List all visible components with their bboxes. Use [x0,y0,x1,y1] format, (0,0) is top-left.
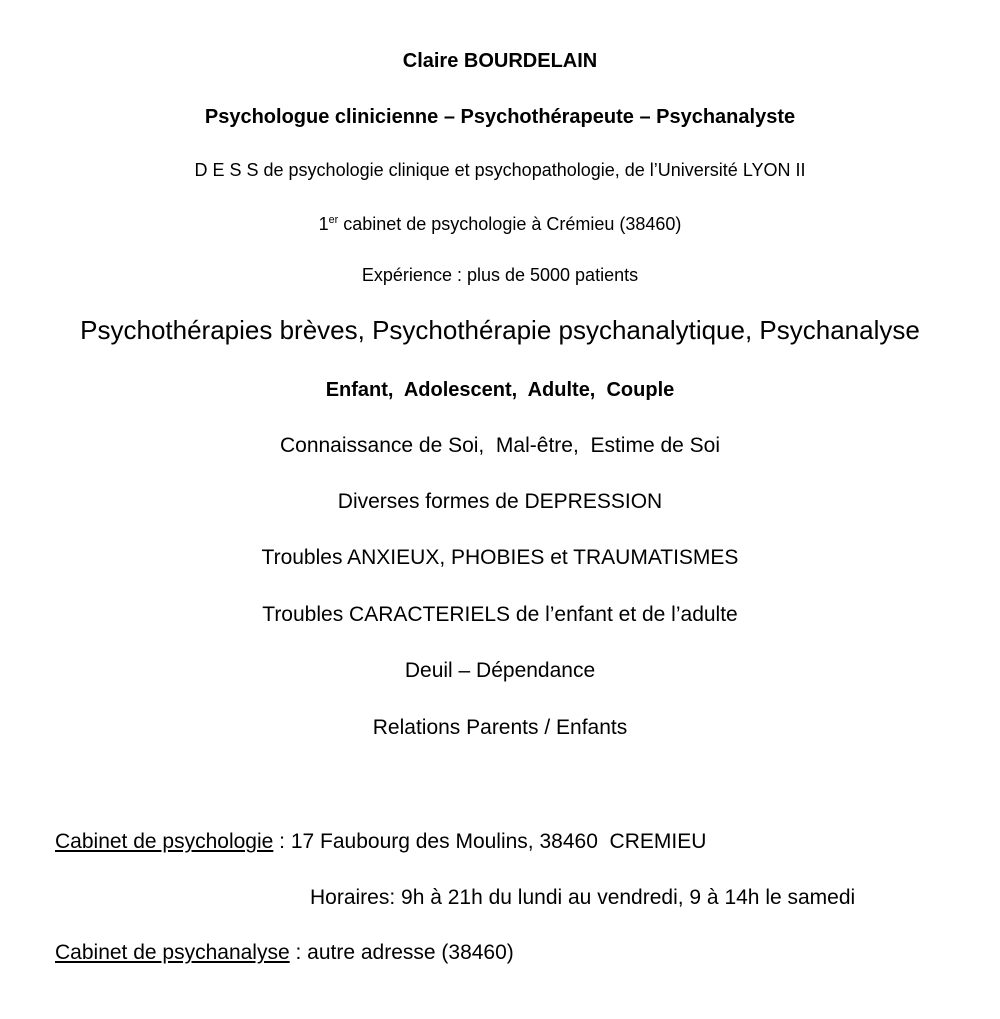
first-cabinet-line [0,214,1000,236]
psychology-office-line [55,829,706,854]
diploma-line: D E S S de psychologie clinique et psychopathologie, de l’Université LYON II [194,160,806,180]
psychoanalysis-office-label: Cabinet de psychanalyse [55,941,290,964]
first-cabinet-ordinal-suffix: er [328,214,339,226]
topic-self-knowledge: Connaissance de Soi, Mal-être, Estime de Soi [279,434,721,457]
topic-anxiety: Troubles ANXIEUX, PHOBIES et TRAUMATISMES [261,546,739,569]
topic-depression: Diverses formes de DEPRESSION [337,490,663,513]
psychoanalysis-office-line [55,940,514,965]
office-hours-line: Horaires: 9h à 21h du lundi au vendredi, 9 à 14h le samedi [310,886,856,909]
topic-grief-dependency: Deuil – Dépendance [404,659,596,682]
audiences-line: Enfant, Adolescent, Adulte, Couple [325,379,675,401]
practitioner-name: Claire BOURDELAIN [402,50,598,72]
topic-character-disorders: Troubles CARACTERIELS de l’enfant et de l’adulte [262,603,738,626]
practitioner-titles: Psychologue clinicienne – Psychothérapeute – Psychanalyste [204,106,796,128]
first-cabinet-number: 1 [318,214,329,234]
experience-line: Expérience : plus de 5000 patients [361,265,639,285]
psychology-office-address: : 17 Faubourg des Moulins, 38460 CREMIEU [273,830,707,853]
psychology-office-label: Cabinet de psychologie [55,830,274,853]
psychoanalysis-office-address: : autre adresse (38460) [289,941,514,964]
first-cabinet-text: cabinet de psychologie à Crémieu (38460) [338,214,682,234]
topic-parent-child-relations: Relations Parents / Enfants [372,716,628,739]
therapies-line: Psychothérapies brèves, Psychothérapie psychanalytique, Psychanalyse [80,315,920,345]
